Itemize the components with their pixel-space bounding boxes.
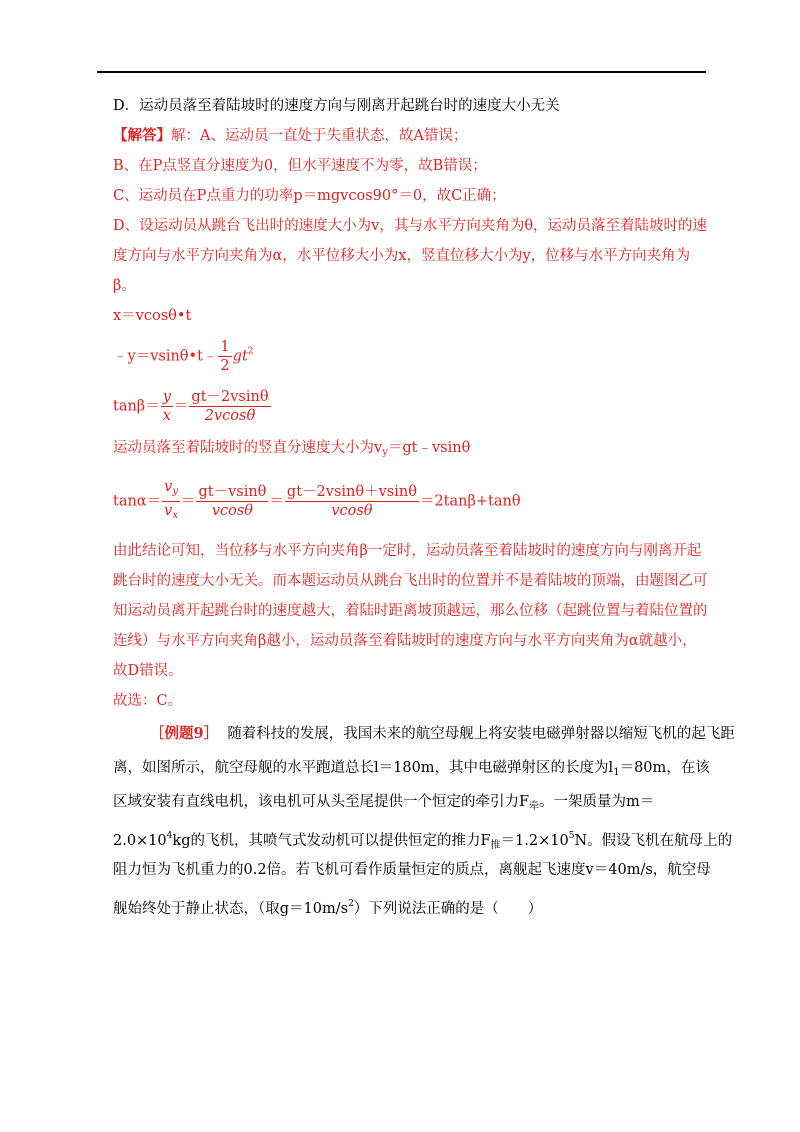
equation-x: x＝vcosθ•t (113, 308, 192, 324)
conclusion-line-5: 故D错误。 (113, 663, 183, 679)
example-line-3: 区域安装有直线电机，该电机可从头至尾提供一个恒定的牵引力$F_牵$。一架质量为m＝ (113, 794, 655, 812)
equation-tan-beta: tanβ＝ $\frac{y}{x}$ ＝ $\frac{gt-2vsin\theta}{2vcos\theta}$ (113, 389, 269, 424)
example-line-5: 阻力恒为飞机重力的0.2倍。若飞机可看作质量恒定的质点，离舰起飞速度v＝40m/s，航空母 (113, 862, 711, 878)
example-line-2: 离，如图所示，航空母舰的水平跑道总长l＝180m，其中电磁弹射区的长度为$l_1=80m$，在该 (113, 760, 710, 778)
answer-a-line: 【解答】解：A、运动员一直处于失重状态，故A错误； (113, 127, 468, 144)
fraction-half: $\frac{1}{2}$ (220, 339, 230, 374)
conclusion-line-3: 知运动员离开起跳台时的速度越大，着陆时距离坡顶越远，那么位移（起跳位置与着陆位置的 (113, 603, 708, 619)
example-line-1: ［例题9］ 随着科技的发展，我国未来的航空母舰上将安装电磁弹射器以缩短飞机的起飞距 (150, 725, 735, 742)
fraction-3: $\frac{gt-2vsin\theta+vsin\theta}{vcos\theta}$ (286, 484, 417, 519)
conclusion-line-1: 由此结论可知，当位移与水平方向夹角β一定时，运动员落至着陆坡时的速度方向与刚离开起 (113, 543, 702, 559)
fraction-2: $\frac{gt-vsin\theta}{vcos\theta}$ (198, 484, 267, 519)
answer-tag: 【解答】 (113, 127, 171, 144)
answer-c-line: C、运动员在P点重力的功率p＝mgvcos90°＝0，故C正确； (113, 188, 506, 204)
fraction-vy-vx: $\frac{v_y}{v_x}$ (164, 479, 178, 521)
vy-line: 运动员落至着陆坡时的竖直分速度大小为$v_y=gt﹣vsin\theta$ (113, 440, 471, 458)
equation-y: ﹣y＝vsinθ•t﹣ $\frac{1}{2}$ $gt^2$ (113, 339, 254, 374)
answer-d-line-2: 度方向与水平方向夹角为α，水平位移大小为x，竖直位移大小为y，位移与水平方向夹角为 (113, 248, 691, 264)
header-rule (97, 71, 706, 73)
answer-d-line-3: β。 (113, 278, 136, 294)
example-line-6: 舰始终处于静止状态，（取$g=10m/s^2$）下列说法正确的是（ ） (113, 899, 543, 917)
conclusion-line-4: 连线）与水平方向夹角β越小，运动员落至着陆坡时的速度方向与水平方向夹角为α就越小， (113, 633, 697, 649)
option-d-text: D．运动员落至着陆坡时的速度方向与刚离开起跳台时的速度大小无关 (113, 98, 560, 114)
example-line-4: $2.0\times 10^4kg$的飞机，其喷气式发动机可以提供恒定的推力$F_推=1.2\times 10^5N$。假设飞机在航母上的 (113, 831, 733, 851)
final-choice: 故选：C。 (113, 693, 183, 709)
example-label: ［例题9］ (150, 725, 219, 742)
fraction-tan-beta: $\frac{gt-2vsin\theta}{2vcos\theta}$ (191, 389, 269, 424)
fraction-y-x: $\frac{y}{x}$ (162, 389, 171, 424)
answer-d-line-1: D、设运动员从跳台飞出时的速度大小为v，其与水平方向夹角为θ，运动员落至着陆坡时的速 (113, 218, 708, 234)
conclusion-line-2: 跳台时的速度大小无关。而本题运动员从跳台飞出时的位置并不是着陆坡的顶端，由题图乙可 (113, 573, 708, 589)
answer-b-line: B、在P点竖直分速度为0，但水平速度不为零，故B错误； (113, 158, 487, 174)
equation-tan-alpha: tanα＝ $\frac{v_y}{v_x}$ ＝ $\frac{gt-vsin\theta}{vcos\theta}$ ＝ $\frac{gt-2vsin\theta+vsin\theta}{vcos\theta}$ ＝2tanβ+tanθ (113, 478, 521, 525)
